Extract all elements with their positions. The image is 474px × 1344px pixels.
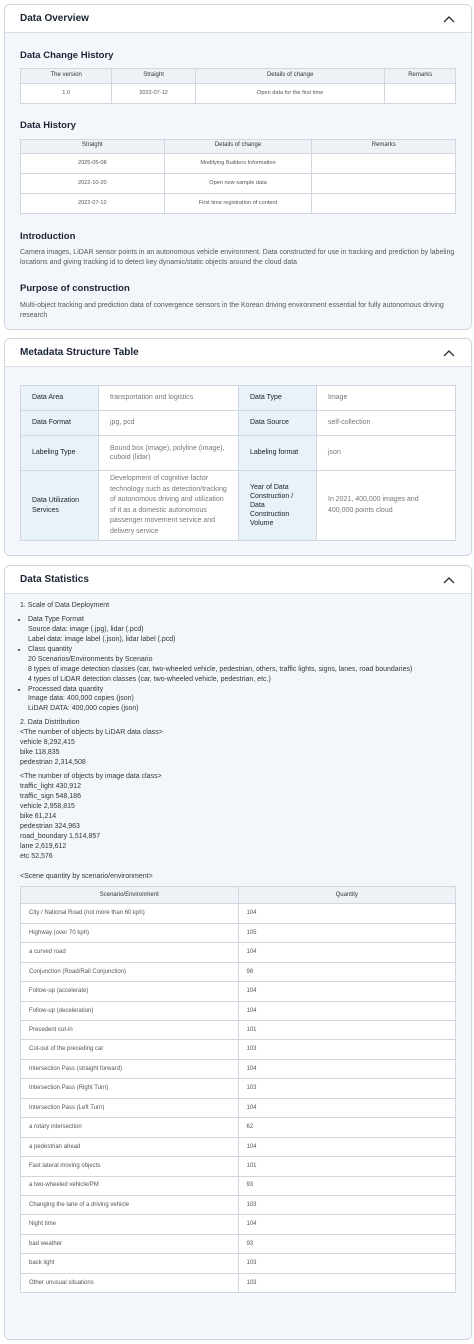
table-row	[21, 471, 456, 541]
table-row	[21, 1118, 456, 1137]
scenario-cell: Cut-out of the preceding car	[21, 1040, 239, 1059]
quantity-cell: 104	[238, 1137, 456, 1156]
image-line: bike 61,214	[20, 812, 57, 820]
meta-value: Bound box (image), polyline (image), cuboid (lidar)	[99, 436, 239, 471]
processed-title: Processed data quantity	[28, 685, 104, 693]
image-line: etc 52,576	[20, 852, 53, 860]
table-cell: Open new sample data	[164, 173, 312, 193]
meta-value: Image	[317, 386, 456, 411]
metadata-header[interactable]	[5, 339, 471, 367]
quantity-cell: 104	[238, 1215, 456, 1234]
scale-list	[20, 615, 456, 714]
scale-heading: 1. Scale of Data Deployment	[20, 602, 110, 609]
data-history-heading: Data History	[20, 120, 76, 132]
table-row	[21, 1079, 456, 1098]
quantity-cell: 103	[238, 1079, 456, 1098]
table-header: Remarks	[385, 69, 456, 84]
purpose-heading: Purpose of construction	[20, 282, 130, 294]
statistics-body	[5, 594, 471, 1340]
meta-key: Data Area	[21, 386, 99, 411]
image-line: road_boundary 1,514,857	[20, 832, 101, 840]
table-row	[21, 1001, 456, 1020]
scenario-cell: Night time	[21, 1215, 239, 1234]
distribution-heading: 2. Data Distribution	[20, 719, 80, 727]
scenario-cell: a two-wheeled vehicle/PM	[21, 1176, 239, 1195]
meta-value: json	[317, 436, 456, 471]
quantity-cell: 104	[238, 1001, 456, 1020]
scenario-cell: Changing the lane of a driving vehicle	[21, 1195, 239, 1214]
metadata-card	[4, 338, 472, 556]
quantity-cell: 101	[238, 1157, 456, 1176]
data-history-table	[20, 139, 456, 214]
quantity-cell: 104	[238, 1098, 456, 1117]
class-line: 4 types of LiDAR detection classes (car, two-wheeled vehicle, pedestrian, etc.)	[28, 675, 271, 683]
table-header: Scenario/Environment	[21, 887, 239, 904]
table-row	[21, 386, 456, 411]
table-header: Details of change	[164, 139, 312, 153]
meta-key: Data Format	[21, 411, 99, 436]
meta-value: transportation and logistics	[99, 386, 239, 411]
processed-line: Image data: 400,000 copies (json)	[28, 695, 134, 703]
class-title: Class quantity	[28, 645, 72, 653]
table-header: Quantity	[238, 887, 456, 904]
table-header: Straight	[21, 139, 165, 153]
table-row	[21, 923, 456, 942]
table-row	[21, 1137, 456, 1156]
table-cell: 1.0	[21, 84, 112, 104]
class-line: 8 types of image detection classes (car, two-wheeled vehicle, pedestrian, others, traffic lights, signs, lanes, road boundaries)	[28, 665, 413, 673]
table-row	[21, 1273, 456, 1292]
introduction-text: Camera images, LiDAR sensor points in an autonomous vehicle environment. Data constructed for use in tracking and prediction by labeling locations and giving tracking id to detect key dynamic/static objects around the cloud data	[20, 249, 455, 266]
table-row	[21, 1234, 456, 1253]
meta-key: Labeling Type	[21, 436, 99, 471]
table-row	[21, 1059, 456, 1078]
table-cell: 2022-07-12	[112, 84, 196, 104]
meta-key: Data Utilization Services	[21, 471, 99, 541]
table-row	[21, 1176, 456, 1195]
data-overview-title: Data Overview	[20, 13, 89, 24]
table-cell: 2025-05-08	[21, 153, 165, 173]
table-header: Straight	[112, 69, 196, 84]
chevron-up-icon[interactable]	[442, 348, 456, 358]
purpose-text: Multi-object tracking and prediction data of convergence sensors in the Korean driving environment essential for fully autonomous driving research	[20, 301, 444, 319]
meta-key: Labeling format	[239, 436, 317, 471]
data-overview-body	[5, 33, 471, 330]
change-history-table	[20, 68, 456, 104]
meta-value: In 2021, 400,000 images and 400,000 points cloud	[317, 471, 456, 541]
scene-heading: <Scene quantity by scenario/environment>	[20, 873, 153, 881]
scenario-cell: Follow-up (accelerate)	[21, 982, 239, 1001]
list-item	[28, 615, 456, 645]
quantity-cell: 105	[238, 923, 456, 942]
scenario-cell: Highway (over 70 kph)	[21, 923, 239, 942]
scenario-cell: a pedestrian ahead	[21, 1137, 239, 1156]
table-row	[21, 1040, 456, 1059]
lidar-line: vehicle 8,292,415	[20, 739, 75, 747]
table-cell: Open data for the first time	[195, 84, 385, 104]
table-row	[21, 1254, 456, 1273]
table-cell	[312, 153, 456, 173]
format-title: Data Type Format	[28, 615, 84, 623]
quantity-cell: 103	[238, 1273, 456, 1292]
meta-value: self-collection	[317, 411, 456, 436]
format-line: Label data: image label (.json), lidar label (.pcd)	[28, 635, 176, 643]
metadata-body	[5, 367, 471, 556]
chevron-up-icon[interactable]	[442, 14, 456, 24]
quantity-cell: 101	[238, 1021, 456, 1040]
lidar-heading: <The number of objects by LiDAR data class>	[20, 729, 163, 737]
table-row	[21, 1098, 456, 1117]
table-row	[21, 904, 456, 923]
table-row	[21, 943, 456, 962]
quantity-cell: 103	[238, 1040, 456, 1059]
scenario-cell: Other unusual situations	[21, 1273, 239, 1292]
table-cell: 2022-10-20	[21, 173, 165, 193]
image-line: vehicle 2,958,815	[20, 802, 75, 810]
change-history-heading: Data Change History	[20, 50, 114, 61]
table-row	[21, 982, 456, 1001]
scenario-cell: Fast lateral moving objects	[21, 1157, 239, 1176]
scenario-cell: back light	[21, 1254, 239, 1273]
quantity-cell: 103	[238, 1195, 456, 1214]
class-line: 20 Scenarios/Environments by Scenario	[28, 655, 153, 663]
statistics-title: Data Statistics	[20, 574, 89, 585]
meta-key: Data Source	[239, 411, 317, 436]
table-cell: First time registration of content	[164, 193, 312, 213]
list-item	[28, 685, 456, 715]
scenario-cell: a curved road	[21, 943, 239, 962]
image-line: traffic_light 430,912	[20, 782, 81, 790]
table-row	[21, 436, 456, 471]
table-row	[21, 153, 456, 173]
quantity-cell: 98	[238, 962, 456, 981]
quantity-cell: 104	[238, 982, 456, 1001]
scenario-cell: Intersection Pass (straight forward)	[21, 1059, 239, 1078]
table-cell: Modifying Builders Information	[164, 153, 312, 173]
image-line: pedestrian 324,963	[20, 822, 80, 830]
table-row	[21, 84, 456, 104]
statistics-header[interactable]	[5, 566, 471, 594]
table-cell: 2022-07-12	[21, 193, 165, 213]
chevron-up-icon[interactable]	[442, 575, 456, 585]
table-row	[21, 962, 456, 981]
lidar-line: pedestrian 2,314,508	[20, 759, 86, 767]
list-item	[28, 645, 456, 685]
meta-key: Year of Data Construction / Data Construction Volume	[239, 471, 317, 541]
scene-table	[20, 886, 456, 1293]
statistics-card	[4, 565, 472, 1340]
meta-value: jpg, pcd	[99, 411, 239, 436]
table-row	[21, 411, 456, 436]
scenario-cell: a rotary intersection	[21, 1118, 239, 1137]
processed-line: LiDAR DATA: 400,000 copies (json)	[28, 705, 139, 713]
lidar-line: bike 118,835	[20, 749, 60, 757]
introduction-heading: Introduction	[20, 230, 76, 242]
scenario-cell: Intersection Pass (Right Turn)	[21, 1079, 239, 1098]
image-heading: <The number of objects by image data class>	[20, 773, 162, 780]
image-line: traffic_sign 548,186	[20, 792, 81, 800]
table-header: Remarks	[312, 139, 456, 153]
quantity-cell: 104	[238, 943, 456, 962]
metadata-title: Metadata Structure Table	[20, 347, 139, 358]
metadata-table	[20, 385, 456, 541]
table-header: The version	[21, 69, 112, 84]
scene-table-body	[21, 904, 456, 1293]
table-row	[21, 1195, 456, 1214]
table-row	[21, 193, 456, 213]
data-overview-header[interactable]	[5, 5, 471, 33]
quantity-cell: 93	[238, 1234, 456, 1253]
scenario-cell: City / National Road (not more than 60 kph)	[21, 904, 239, 923]
scenario-cell: Precedent cut-in	[21, 1021, 239, 1040]
quantity-cell: 104	[238, 1059, 456, 1078]
table-header: Details of change	[195, 69, 385, 84]
table-row	[21, 1215, 456, 1234]
meta-key: Data Type	[239, 386, 317, 411]
table-cell	[385, 84, 456, 104]
quantity-cell: 62	[238, 1118, 456, 1137]
scenario-cell: Follow-up (deceleration)	[21, 1001, 239, 1020]
quantity-cell: 104	[238, 904, 456, 923]
table-row	[21, 1157, 456, 1176]
meta-value: Development of cognitive factor technology such as detection/tracking of autonomous driving and utilization of it as a domestic autonomous passenger movement service and delivery service	[99, 471, 239, 541]
quantity-cell: 93	[238, 1176, 456, 1195]
image-line: lane 2,619,612	[20, 842, 67, 850]
table-cell	[312, 193, 456, 213]
scenario-cell: Conjunction (Road/Rail Conjunction)	[21, 962, 239, 981]
scenario-cell: Intersection Pass (Left Turn)	[21, 1098, 239, 1117]
format-line: Source data: image (.jpg), lidar (.pcd)	[28, 625, 144, 633]
table-row	[21, 1021, 456, 1040]
table-cell	[312, 173, 456, 193]
scenario-cell: bad weather	[21, 1234, 239, 1253]
quantity-cell: 103	[238, 1254, 456, 1273]
table-row	[21, 173, 456, 193]
data-overview-card	[4, 4, 472, 330]
